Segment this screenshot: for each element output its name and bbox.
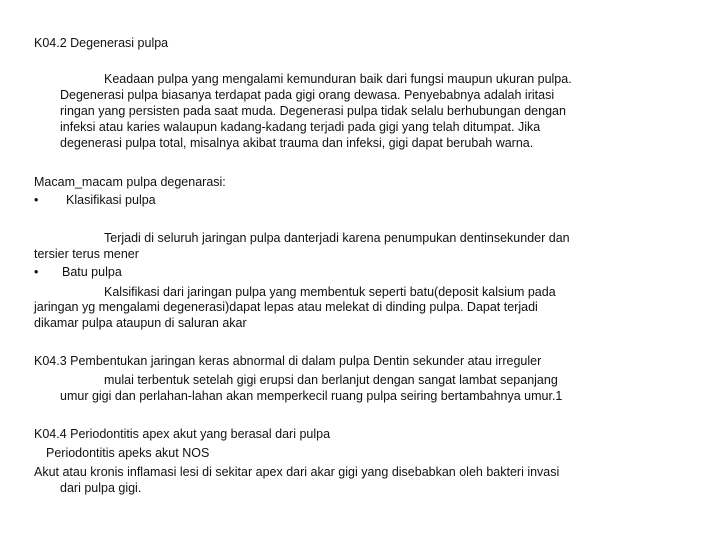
heading-k04-3: K04.3 Pembentukan jaringan keras abnormal di dalam pulpa Dentin sekunder atau irreguler [34,354,542,368]
paragraph-line: Kalsifikasi dari jaringan pulpa yang membentuk seperti batu(deposit kalsium pada [104,285,556,299]
paragraph-line: dikamar pulpa ataupun di saluran akar [34,316,247,330]
paragraph-line: umur gigi dan perlahan-lahan akan memperkecil ruang pulpa seiring bertambahnya umur.1 [60,389,563,403]
paragraph-line: Keadaan pulpa yang mengalami kemunduran baik dari fungsi maupun ukuran pulpa. [104,72,572,86]
bullet-label-batu-pulpa: Batu pulpa [62,265,122,279]
paragraph-line: infeksi atau karies walaupun kadang-kadang terjadi pada gigi yang telah ditumpat. Jika [60,120,541,134]
paragraph-line: ringan yang persisten pada saat muda. Degenerasi pulpa tidak selalu berhubungan dengan [60,104,566,118]
paragraph-line: tersier terus mener [34,247,139,261]
heading-k04-2: K04.2 Degenerasi pulpa [34,36,169,50]
paragraph-line: dari pulpa gigi. [60,481,142,495]
bullet-marker: • [34,193,39,207]
heading-macam-macam: Macam_macam pulpa degenarasi: [34,175,226,189]
paragraph-line: mulai terbentuk setelah gigi erupsi dan berlanjut dengan sangat lambat sepanjang [104,373,558,387]
paragraph-line: Akut atau kronis inflamasi lesi di sekitar apex dari akar gigi yang disebabkan oleh bakteri invasi [34,465,560,479]
paragraph-line: Degenerasi pulpa biasanya terdapat pada gigi orang dewasa. Penyebabnya adalah iritasi [60,88,555,102]
heading-k04-4: K04.4 Periodontitis apex akut yang berasal dari pulpa [34,427,331,441]
paragraph-line: Terjadi di seluruh jaringan pulpa danterjadi karena penumpukan dentinsekunder dan [104,231,570,245]
bullet-marker: • [34,265,39,279]
bullet-label-klasifikasi: Klasifikasi pulpa [66,193,156,207]
paragraph-line: degenerasi pulpa total, misalnya akibat trauma dan infeksi, gigi dapat berubah warna. [60,136,534,150]
paragraph-line: jaringan yg mengalami degenerasi)dapat lepas atau melekat di dinding pulpa. Dapat terjadi [34,300,538,314]
paragraph-line: Periodontitis apeks akut NOS [46,446,210,460]
